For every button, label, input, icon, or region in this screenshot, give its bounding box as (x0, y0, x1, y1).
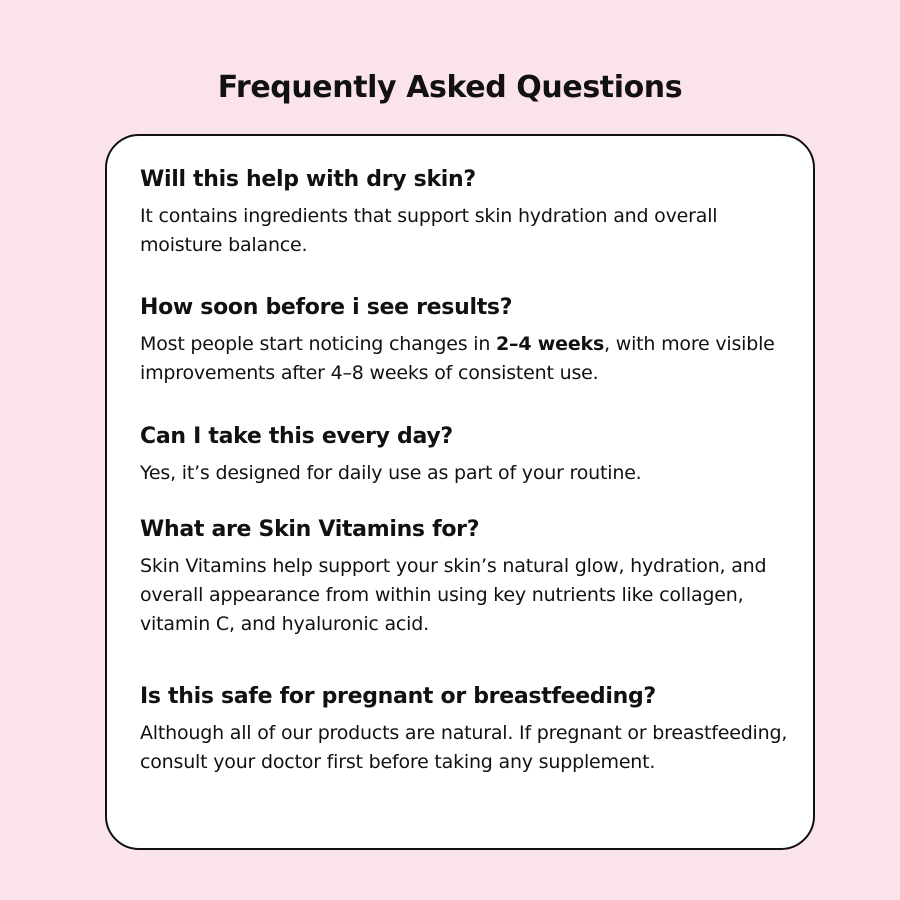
faq-item-pregnancy (140, 681, 800, 777)
faq-answer: Yes, it’s designed for daily use as part of your routine. (140, 462, 642, 484)
faq-question: Is this safe for pregnant or breastfeeding? (140, 684, 656, 709)
faq-item-every-day (140, 421, 800, 488)
faq-answer-text: , with more visible improvements after 4–8 weeks of consistent use. (140, 333, 775, 384)
faq-answer: It contains ingredients that support skin hydration and overall moisture balance. (140, 205, 718, 256)
faq-item-dry-skin (140, 164, 800, 260)
faq-item-skin-vitamins (140, 514, 800, 639)
faq-answer-highlight: 2–4 weeks (496, 333, 605, 355)
faq-question: How soon before i see results? (140, 295, 513, 320)
faq-answer (140, 330, 800, 388)
faq-answer: Although all of our products are natural. If pregnant or breastfeeding, consult your doctor first before taking any supplement. (140, 722, 788, 773)
faq-answer-text: Most people start noticing changes in (140, 333, 497, 355)
faq-answer: Skin Vitamins help support your skin’s natural glow, hydration, and overall appearance from within using key nutrients like collagen, vitamin C, and hyaluronic acid. (140, 555, 767, 635)
page-title: Frequently Asked Questions (217, 70, 683, 106)
faq-card (105, 134, 815, 850)
faq-question: What are Skin Vitamins for? (140, 517, 480, 542)
faq-question: Will this help with dry skin? (140, 167, 476, 192)
faq-item-results (140, 292, 800, 388)
faq-question: Can I take this every day? (140, 424, 453, 449)
